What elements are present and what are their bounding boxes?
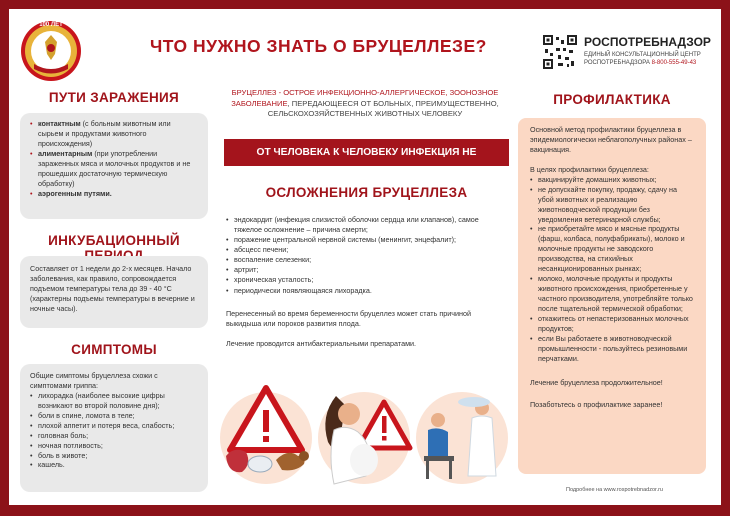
symptoms-heading: СИМПТОМЫ: [71, 342, 157, 357]
complications-heading: ОСЛОЖНЕНИЯ БРУЦЕЛЛЕЗА: [265, 185, 468, 200]
complication-item: • эндокардит (инфекция слизистой оболочки сердца или клапанов), самое тяжелое осложнение – причина смерти;: [226, 215, 508, 235]
qr-icon: [543, 35, 577, 69]
prevention-item: • молоко, молочные продукты и продукты животного происхождения, приобретенные у частного производителя, употребляйте только после тщательной термической обработки;: [530, 274, 694, 314]
complications-list: [226, 215, 508, 296]
complication-item: • воспаление селезенки;: [226, 255, 508, 265]
footer-link[interactable]: Подробнее на www.rospotrebnadzor.ru: [566, 487, 663, 493]
prevention-panel: [518, 118, 706, 474]
no-transmission-banner: ОТ ЧЕЛОВЕКА К ЧЕЛОВЕКУ ИНФЕКЦИЯ НЕ ПЕРЕДАЁТСЯ: [224, 139, 509, 166]
prevention-list: [530, 175, 694, 364]
prevention-item: • вакцинируйте домашних животных;: [530, 175, 694, 185]
prevention-care-text: Позаботьтесь о профилактике заранее!: [530, 399, 663, 409]
definition-rest: , ПЕРЕДАЮЩЕЕСЯ ОТ БОЛЬНЫХ, ПРЕИМУЩЕСТВЕННО, СЕЛЬСКОХОЗЯЙСТВЕННЫХ ЖИВОТНЫХ ЧЕЛОВЕКУ: [267, 98, 499, 119]
symptom-item: • кашель.: [30, 460, 198, 470]
symptom-item: • головная боль;: [30, 431, 198, 441]
incubation-heading: ИНКУБАЦИОННЫЙ: [48, 233, 180, 248]
doctor-patient-illustration-icon: [416, 392, 508, 484]
treatment-long-text: Лечение бруцеллеза продолжительное!: [530, 377, 663, 387]
logo-anniversary-text: 100 ЛЕТ: [39, 22, 63, 28]
complication-item: • артрит;: [226, 265, 508, 275]
complication-item: • поражение центральной нервной системы (менингит, энцефалит);: [226, 235, 508, 245]
infection-item: • аэрогенным путями.: [30, 189, 198, 199]
pregnancy-text: Перенесенный во время беременности бруцеллез может стать причиной выкидыша или пороков развития плода.: [226, 308, 471, 328]
incubation-text: Составляет от 1 недели до 2-х месяцев. Начало заболевания, как правило, сопровождается подъемом температуры тела до 39 - 40 °С (характерны подъемы температуры в вечерние и ночные часы).: [30, 264, 195, 313]
pregnant-woman-illustration-icon: [318, 392, 410, 484]
infection-panel: [20, 113, 208, 219]
prevention-heading: ПРОФИЛАКТИКА: [553, 92, 671, 107]
complication-item: • периодически появляющаяся лихорадка.: [226, 286, 508, 296]
food-dog-illustration-icon: [220, 388, 312, 484]
org-line-2: РОСПОТРЕБНАДЗОРА 8-800-555-49-43: [584, 59, 697, 66]
symptom-item: • плохой аппетит и потеря веса, слабость;: [30, 421, 198, 431]
symptoms-list: [30, 391, 198, 471]
treatment-text: Лечение проводится антибактериальными препаратами.: [226, 338, 417, 348]
org-center: [584, 52, 701, 68]
prevention-item: • откажитесь от непастеризованных молочных продуктов;: [530, 314, 694, 334]
definition: [224, 88, 506, 120]
prevention-item: • если Вы работаете в животноводческой промышленности - пользуйтесь резиновыми перчатками.: [530, 334, 694, 364]
prevention-item: • не приобретайте мясо и мясные продукты (фарш, колбаса, полуфабрикаты), молоко и молочные продукты не заводского производства, на стихийных несанкционированных рынках;: [530, 224, 694, 274]
definition-red: БРУЦЕЛЛЕЗ - ОСТРОЕ ИНФЕКЦИОННО-АЛЛЕРГИЧЕСКОЕ, ЗООНОЗНОЕ ЗАБОЛЕВАНИЕ: [231, 88, 499, 108]
complication-item: • хроническая усталость;: [226, 275, 508, 285]
infection-item: • контактным (с больным животным или сырьем и продуктами животного происхождения): [30, 119, 198, 149]
symptoms-panel: [20, 364, 208, 492]
complications-section: [226, 215, 508, 349]
symptom-item: • боли в спине, ломота в теле;: [30, 411, 198, 421]
infection-item: • алиментарным (при употреблении зараженных мяса и молочных продуктов и не прошедших достаточную термическую обработку): [30, 149, 198, 189]
infection-list: [30, 119, 198, 199]
prevention-intro: Основной метод профилактики бруцеллеза в эпидемиологически неблагополучных районах – вакцинация.: [530, 125, 692, 154]
illustration-svg: [216, 376, 512, 491]
incubation-panel: [20, 256, 208, 328]
emblem-icon: [20, 20, 82, 82]
prevention-purpose: В целях профилактики бруцеллеза:: [530, 164, 649, 174]
rospotreb-100-logo: [20, 20, 82, 82]
symptom-item: • боль в животе;: [30, 451, 198, 461]
symptom-item: • лихорадка (наиболее высокие цифры возникают во второй половине дня);: [30, 391, 198, 411]
org-line-1: ЕДИНЫЙ КОНСУЛЬТАЦИОННЫЙ ЦЕНТР: [584, 52, 701, 58]
symptoms-intro: Общие симптомы бруцеллеза схожи с симптомами гриппа:: [30, 371, 158, 390]
page-title: ЧТО НУЖНО ЗНАТЬ О БРУЦЕЛЛЕЗЕ?: [150, 36, 487, 56]
infection-heading: ПУТИ ЗАРАЖЕНИЯ: [48, 90, 180, 105]
prevention-item: • не допускайте покупку, продажу, сдачу на убой животных и реализацию животноводческой продукции без уведомления ветеринарной службы;: [530, 185, 694, 225]
illustration-row: [216, 376, 512, 491]
org-phone[interactable]: 8-800-555-49-43: [651, 59, 697, 66]
complication-item: • абсцесс печени;: [226, 245, 508, 255]
org-name: РОСПОТРЕБНАДЗОР: [584, 35, 711, 49]
symptom-item: • ночная потливость;: [30, 441, 198, 451]
qr-code[interactable]: [543, 35, 577, 69]
